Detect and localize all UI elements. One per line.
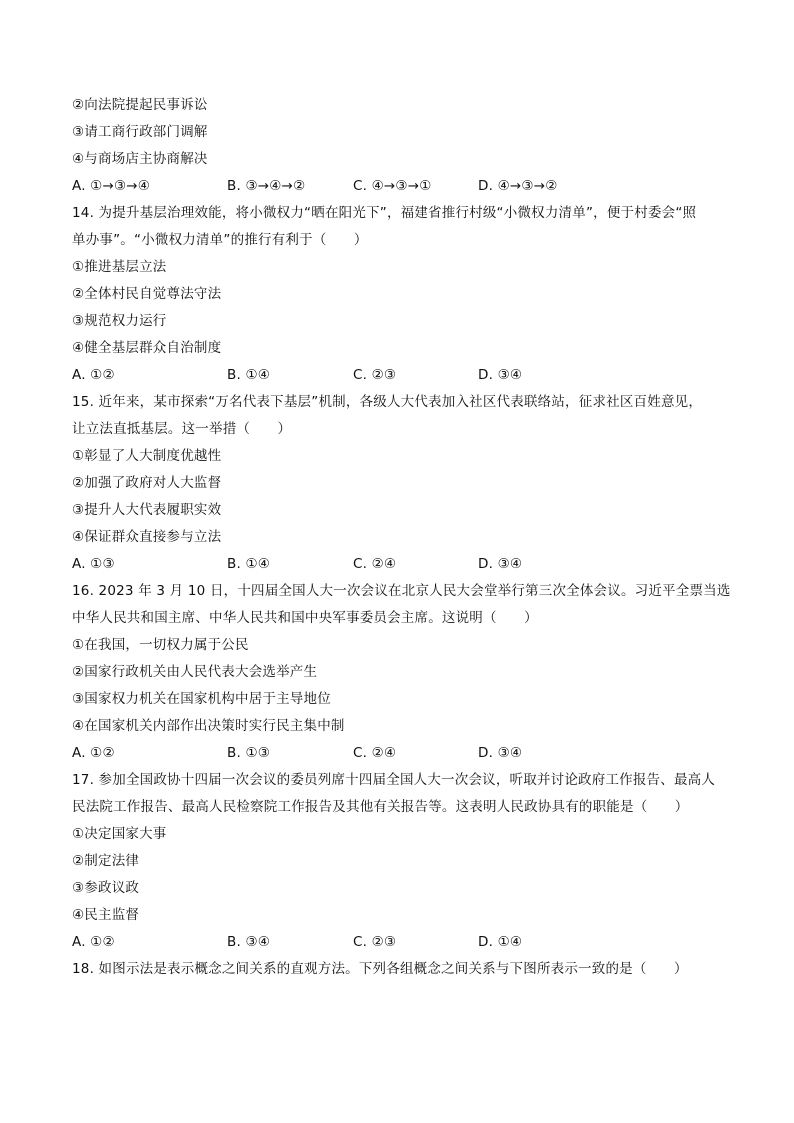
question-stem: 15. 近年来，某市探索“万名代表下基层”机制，各级人大代表加入社区代表联络站，征求社区百姓意见，	[72, 394, 703, 410]
choice-item: ④民主监督	[72, 907, 140, 923]
question-17	[72, 767, 722, 956]
question-15	[72, 389, 722, 578]
question-stem: 18. 如图示法是表示概念之间关系的直观方法。下列各组概念之间关系与下图所表示一致的是（ ）	[72, 961, 688, 977]
answer-options	[72, 362, 722, 389]
choice-item: ④在国家机关内部作出决策时实行民主集中制	[72, 718, 345, 734]
answer-options	[72, 173, 722, 200]
question-stem: 让立法直抵基层。这一举措（ ）	[72, 421, 292, 437]
answer-options	[72, 740, 722, 767]
choice-item: ①推进基层立法	[72, 259, 167, 275]
option-a[interactable]: A. ①③	[72, 556, 115, 572]
question-stem: 单办事”。“小微权力清单”的推行有利于（ ）	[72, 232, 368, 248]
option-a[interactable]: A. ①②	[72, 745, 115, 761]
question-16	[72, 578, 731, 767]
option-a[interactable]: A. ①②	[72, 934, 115, 950]
question-stem: 中华人民共和国主席、中华人民共和国中央军事委员会主席。这说明（ ）	[72, 610, 538, 626]
option-b[interactable]: B. ①④	[227, 367, 271, 383]
choice-item: ④与商场店主协商解决	[72, 151, 208, 167]
option-d[interactable]: D. ③④	[478, 745, 523, 761]
choice-item: ②全体村民自觉尊法守法	[72, 286, 222, 302]
option-d[interactable]: D. ④→③→②	[478, 178, 558, 194]
answer-options	[72, 551, 722, 578]
choice-item: ④健全基层群众自治制度	[72, 340, 222, 356]
choice-item: ③规范权力运行	[72, 313, 167, 329]
choice-item: ①决定国家大事	[72, 826, 167, 842]
option-b[interactable]: B. ③→④→②	[227, 178, 306, 194]
choice-item: ③请工商行政部门调解	[72, 124, 208, 140]
option-d[interactable]: D. ①④	[478, 934, 523, 950]
option-b[interactable]: B. ①④	[227, 556, 271, 572]
choice-item: ②向法院提起民事诉讼	[72, 97, 208, 113]
option-b[interactable]: B. ①③	[227, 745, 271, 761]
question-13-tail	[72, 92, 722, 200]
choice-item: ③参政议政	[72, 880, 140, 896]
option-c[interactable]: C. ②③	[353, 367, 397, 383]
choice-item: ③国家权力机关在国家机构中居于主导地位	[72, 691, 331, 707]
choice-item: ④保证群众直接参与立法	[72, 529, 222, 545]
option-d[interactable]: D. ③④	[478, 556, 523, 572]
option-a[interactable]: A. ①②	[72, 367, 115, 383]
question-stem: 民法院工作报告、最高人民检察院工作报告及其他有关报告等。这表明人民政协具有的职能是（ ）	[72, 799, 689, 815]
choice-item: ②国家行政机关由人民代表大会选举产生	[72, 664, 318, 680]
option-b[interactable]: B. ③④	[227, 934, 271, 950]
question-stem: 16. 2023 年 3 月 10 日，十四届全国人大一次会议在北京人民大会堂举行第三次全体会议。习近平全票当选	[72, 583, 731, 599]
option-c[interactable]: C. ④→③→①	[353, 178, 432, 194]
question-stem: 14. 为提升基层治理效能，将小微权力“晒在阳光下”，福建省推行村级“小微权力清单”，便于村委会“照	[72, 205, 697, 221]
choice-item: ②制定法律	[72, 853, 140, 869]
question-stem: 17. 参加全国政协十四届一次会议的委员列席十四届全国人大一次会议，听取并讨论政府工作报告、最高人	[72, 772, 716, 788]
question-18	[72, 956, 722, 983]
choice-item: ①在我国，一切权力属于公民	[72, 637, 249, 653]
option-c[interactable]: C. ②④	[353, 556, 397, 572]
option-c[interactable]: C. ②④	[353, 745, 397, 761]
choice-item: ②加强了政府对人大监督	[72, 475, 222, 491]
option-c[interactable]: C. ②③	[353, 934, 397, 950]
answer-options	[72, 929, 722, 956]
option-a[interactable]: A. ①→③→④	[72, 178, 151, 194]
exam-page	[72, 92, 731, 983]
choice-item: ①彰显了人大制度优越性	[72, 448, 222, 464]
question-14	[72, 200, 722, 389]
choice-item: ③提升人大代表履职实效	[72, 502, 222, 518]
option-d[interactable]: D. ③④	[478, 367, 523, 383]
